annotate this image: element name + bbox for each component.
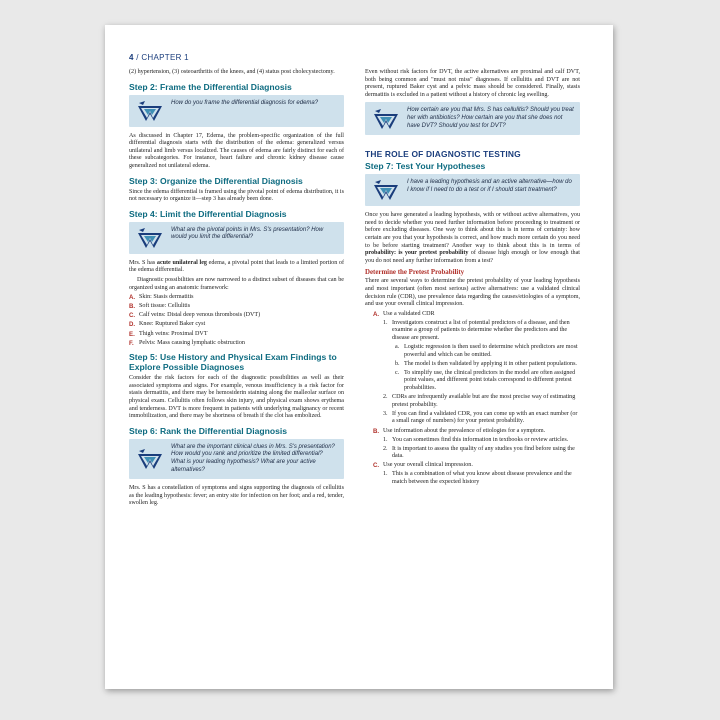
callout-question <box>129 95 344 127</box>
list-item: C. Calf veins: Distal deep venous thrombosis (DVT) <box>129 312 261 320</box>
callout-question <box>129 439 344 479</box>
list-item: B. Soft tissue: Cellulitis <box>129 303 191 311</box>
pretest-subheading: Determine the Pretest Probability <box>365 269 465 277</box>
list-item: 1. Investigators construct a list of potential predictors of a disease, and then examine a group of patients to determine whether the predictors and the disease are present. <box>383 319 570 341</box>
list-item: B. Use information about the prevalence of etiologies for a symptom. <box>373 427 546 435</box>
list-item: F. Pelvis: Mass causing lymphatic obstruction <box>129 339 245 347</box>
running-header: 4 / CHAPTER 1 <box>129 53 189 62</box>
section-heading: THE ROLE OF DIAGNOSTIC TESTING <box>365 149 521 160</box>
list-item: C. Use your overall clinical impression. <box>373 462 473 470</box>
list-item: A. Use a validated CDR <box>373 310 435 318</box>
brain-logo-icon <box>373 108 399 130</box>
callout-text: I have a leading hypothesis and an active alternative—how do I know if I need to do a test or if I should start treatment? <box>407 179 572 193</box>
paragraph: There are several ways to determine the pretest probability of your leading hypothesis and most important (often most serious) active alternatives: use a validated clinical decision rule (CDR), use prevalence data regarding the causes/etiologies of a symptom, and use your overall clinical impression. <box>365 278 580 308</box>
page-number: 4 <box>129 53 134 62</box>
step4-heading: Step 4: Limit the Differential Diagnosis <box>129 208 287 219</box>
callout-question <box>365 102 580 135</box>
callout-text: How do you frame the differential diagnosis for edema? <box>171 99 319 106</box>
paragraph: Diagnostic possibilities are now narrowed to a distinct subset of diseases that can be organized using an anatomic framework: <box>129 276 344 291</box>
step2-heading: Step 2: Frame the Differential Diagnosis <box>129 81 292 92</box>
paragraph: As discussed in Chapter 17, Edema, the problem-specific organization of the full differential diagnosis starts with the distribution of the edema: generalized versus unilateral and limb versus localized. The causes of edema are fairly distinct for each of these subcategories. For instance, heart failure and chronic kidney disease cause generalized not unilateral edema. <box>129 132 344 169</box>
chapter-label: CHAPTER 1 <box>141 53 189 62</box>
callout-text: What are the pivotal points in Mrs. S's presentation? How would you limit the differential? <box>171 226 324 241</box>
list-item: 2. CDRs are infrequently available but are the most precise way of estimating pretest probability. <box>383 394 576 408</box>
paragraph: Consider the risk factors for each of the diagnostic possibilities as well as their associated symptoms and signs. For example, venous insufficiency is a risk factor for stasis dermatitis, and there may be hemosiderin staining along the malleolar surface on physical exam. Cellulitis often follows skin injury, and physical exam shows erythema and tenderness. DVT is more frequent in patients with underlying malignancy or recent immobilization, and there may be shortness of breath if the clot has embolized. <box>129 375 344 420</box>
list-item: E. Thigh veins: Proximal DVT <box>129 330 208 338</box>
list-item: a. Logistic regression is then used to determine which predictors are most powerful and which can be omitted. <box>395 344 578 358</box>
left-column <box>129 69 344 510</box>
step3-heading: Step 3: Organize the Differential Diagnosis <box>129 175 303 186</box>
paragraph: Since the edema differential is framed using the pivotal point of edema distribution, it is not necessary to organize it—step 3 has already been done. <box>129 188 344 203</box>
list-item: 3. If you can find a validated CDR, you can come up with an exact number (or a small range of numbers) for your pretest probability. <box>383 410 578 425</box>
textbook-page <box>105 25 613 689</box>
paragraph: (2) hypertension, (3) osteoarthritis of the knees, and (4) status post cholecystectomy. <box>129 69 335 75</box>
callout-question <box>129 222 344 254</box>
right-column <box>365 69 580 488</box>
paragraph: Mrs. S has a constellation of symptoms and signs supporting the diagnosis of cellulitis as the leading hypothesis: fever; an entry site for infection on her foot; and a red, tender, swollen leg. <box>129 485 344 507</box>
list-item: c. To simplify use, the clinical predictors in the model are often assigned point values, and different point totals correspond to different pretest probabilities. <box>395 369 576 392</box>
callout-text: How certain are you that Mrs. S has cellulitis? Should you treat her with antibiotics? How certain are you that she does not have DVT? Should you test for DVT? <box>407 107 574 129</box>
step5-heading: Step 5: Use History and Physical Exam Findings to Explore Possible Diagnoses <box>129 352 337 373</box>
list-item: 1. You can sometimes find this information in textbooks or review articles. <box>383 436 569 443</box>
list-item: A. Skin: Stasis dermatitis <box>129 294 194 302</box>
paragraph: Once you have generated a leading hypothesis, with or without active alternatives, you need to decide whether you need further information before proceeding to treatment or before excluding diseases. One way to think about this is in terms of certainty: how certain are you that your hypothesis is correct, and how much more certain do you need to be before starting treatment? Another way to think about this is in terms of probability: is your pretest probability of disease high enough or low enough that you do not need any further information from a test? <box>365 212 580 264</box>
callout-text: What are the important clinical clues in Mrs. S's presentation? How would you rank and prioritize the limited differential? What is your leading hypothesis? What are your active alternatives? <box>171 443 335 473</box>
brain-logo-icon <box>137 100 163 122</box>
anatomic-list <box>129 294 344 347</box>
paragraph: Mrs. S has acute unilateral leg edema, a pivotal point that leads to a limited portion of the edema differential. <box>129 259 344 274</box>
step7-heading: Step 7: Test Your Hypotheses <box>365 161 486 172</box>
step6-heading: Step 6: Rank the Differential Diagnosis <box>129 425 288 436</box>
paragraph: Even without risk factors for DVT, the active alternatives are proximal and calf DVT, both being common and "must not miss" diagnoses. If cellulitis and DVT are not present, ruptured Baker cyst and a pelvic mass should be considered. Finally, stasis dermatitis is excluded in a patient without a history of chronic leg swelling. <box>365 69 580 98</box>
list-item: D. Knee: Ruptured Baker cyst <box>129 321 206 329</box>
list-item: 1. This is a combination of what you know about disease prevalence and the match between the expected history <box>383 471 572 486</box>
list-item: b. The model is then validated by applying it in other patient populations. <box>395 360 577 367</box>
pretest-methods-list <box>365 311 580 487</box>
list-item: 2. It is important to assess the quality of any studies you find before using the data. <box>383 445 575 460</box>
brain-logo-icon <box>137 227 163 249</box>
callout-question <box>365 174 580 206</box>
brain-logo-icon <box>137 448 163 470</box>
brain-logo-icon <box>373 179 399 201</box>
